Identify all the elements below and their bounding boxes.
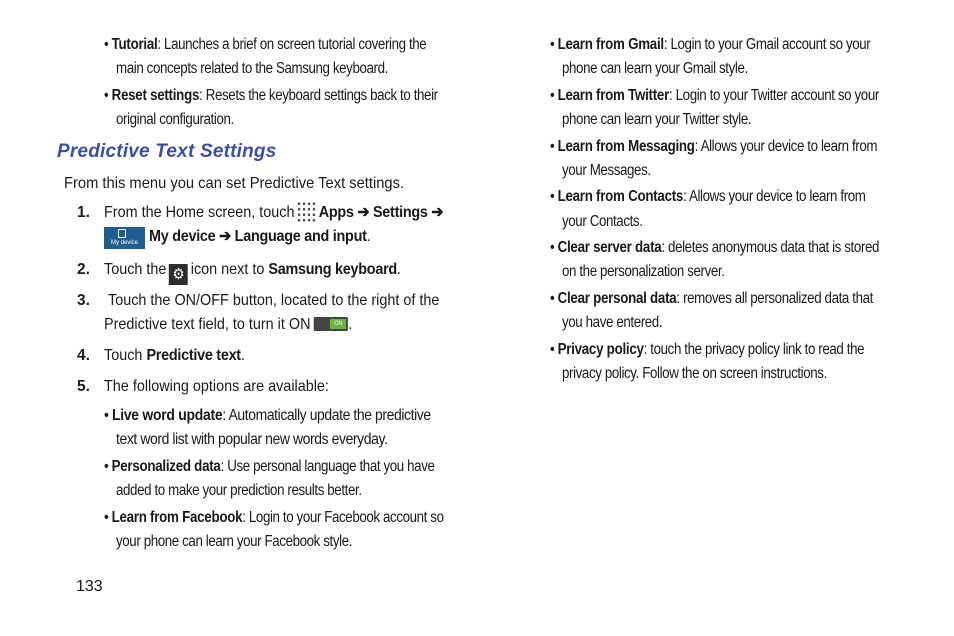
intro-text: From this menu you can set Predictive Text settings. — [64, 175, 405, 192]
bullet-learn-from-gmail-cont: phone can learn your Gmail style. — [562, 60, 748, 77]
step-2: Touch the ⚙ icon next to Samsung keyboard. — [104, 261, 401, 283]
page-number: 133 — [76, 578, 103, 595]
bullet-learn-from-gmail: • Learn from Gmail: Login to your Gmail account so your — [550, 36, 871, 53]
step-number: 1. — [77, 204, 90, 221]
gear-icon: ⚙ — [169, 264, 188, 285]
my-device-icon: My device — [104, 227, 145, 249]
bullet-learn-from-contacts-cont: your Contacts. — [562, 213, 643, 230]
bullet-privacy-policy-cont: privacy policy. Follow the on screen instructions. — [562, 365, 827, 382]
step-3-line-1: Touch the ON/OFF button, located to the right of the — [108, 292, 440, 309]
step-1-line-2: My device ➔ Language and input. — [149, 228, 371, 245]
step-number: 4. — [77, 347, 90, 364]
bullet-clear-server-data: • Clear server data: deletes anonymous data that is stored — [550, 239, 880, 256]
bullet-learn-from-messaging-cont: your Messages. — [562, 162, 651, 179]
bullet-learn-from-twitter: • Learn from Twitter: Login to your Twitter account so your — [550, 87, 879, 104]
step-3-line-2: Predictive text field, to turn it ON ON . — [104, 316, 353, 333]
on-toggle-icon: ON — [314, 317, 348, 331]
step-number: 5. — [77, 378, 90, 395]
bullet-learn-from-messaging: • Learn from Messaging: Allows your device to learn from — [550, 138, 878, 155]
bullet-clear-personal-data-cont: you have entered. — [562, 314, 663, 331]
bullet-learn-from-facebook: • Learn from Facebook: Login to your Facebook account so — [104, 509, 444, 526]
step-number: 3. — [77, 292, 90, 309]
bullet-learn-from-twitter-cont: phone can learn your Twitter style. — [562, 111, 752, 128]
step-4: Touch Predictive text. — [104, 347, 245, 364]
step-1-line-1: From the Home screen, touch Apps ➔ Settings ➔ — [104, 201, 481, 225]
bullet-clear-personal-data: • Clear personal data: removes all personalized data that — [550, 290, 873, 307]
bullet-live-word-update-cont: text word list with popular new words everyday. — [116, 431, 388, 448]
bullet-tutorial-cont: main concepts related to the Samsung keyboard. — [116, 60, 388, 77]
bullet-reset-settings-cont: original configuration. — [116, 111, 234, 128]
bullet-personalized-data-cont: added to make your prediction results better. — [116, 482, 362, 499]
step-5: The following options are available: — [104, 378, 329, 395]
bullet-reset-settings: • Reset settings: Resets the keyboard settings back to their — [104, 87, 438, 104]
bullet-tutorial: • Tutorial: Launches a brief on screen tutorial covering the — [104, 36, 427, 53]
section-heading: Predictive Text Settings — [57, 141, 277, 162]
bullet-clear-server-data-cont: on the personalization server. — [562, 263, 725, 280]
apps-grid-icon — [296, 201, 316, 223]
step-number: 2. — [77, 261, 90, 278]
bullet-learn-from-contacts: • Learn from Contacts: Allows your device to learn from — [550, 188, 866, 205]
bullet-privacy-policy: • Privacy policy: touch the privacy policy link to read the — [550, 341, 865, 358]
bullet-live-word-update: • Live word update: Automatically update the predictive — [104, 407, 431, 424]
bullet-learn-from-facebook-cont: your phone can learn your Facebook style. — [116, 533, 353, 550]
bullet-personalized-data: • Personalized data: Use personal language that you have — [104, 458, 435, 475]
